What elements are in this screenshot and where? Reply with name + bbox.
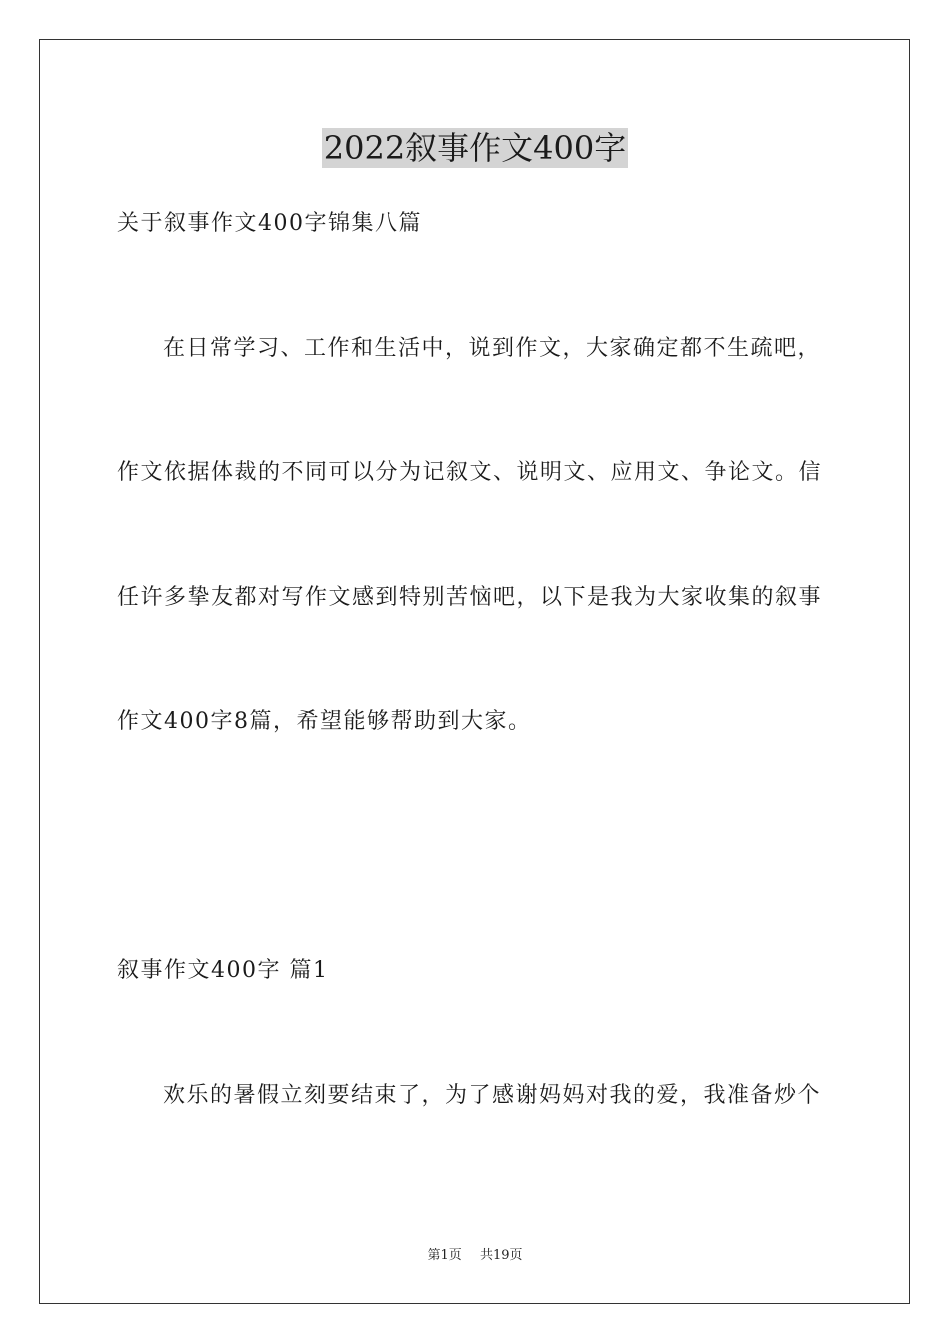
title-container [0, 128, 950, 168]
total-pages: 共19页 [479, 1248, 523, 1263]
section-line-1: 欢乐的暑假立刻要结束了，为了感谢妈妈对我的爱，我准备炒个 [163, 1083, 822, 1108]
intro-line-4: 作文400字8篇，希望能够帮助到大家。 [117, 709, 532, 734]
intro-line-3: 任许多挚友都对写作文感到特别苦恼吧，以下是我为大家收集的叙事 [117, 585, 823, 610]
page-footer [0, 1246, 950, 1266]
document-title: 2022叙事作文400字 [323, 129, 627, 167]
document-subtitle: 关于叙事作文400字锦集八篇 [117, 211, 422, 236]
section-heading: 叙事作文400字 篇1 [117, 958, 329, 983]
intro-line-1: 在日常学习、工作和生活中，说到作文，大家确定都不生疏吧， [163, 336, 822, 361]
intro-line-2: 作文依据体裁的不同可以分为记叙文、说明文、应用文、争论文。信 [117, 460, 823, 485]
page-number: 第1页 [427, 1248, 462, 1263]
